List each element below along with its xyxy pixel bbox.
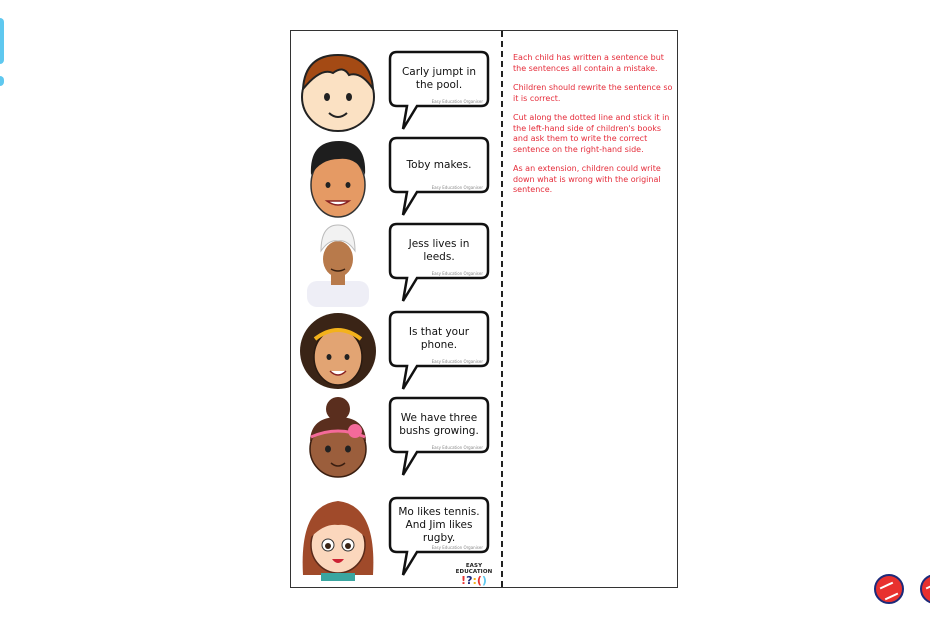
man-face-icon bbox=[297, 135, 379, 221]
instruction-1: Each child has written a sentence but the sentences all contain a mistake. bbox=[513, 53, 664, 73]
boy-face-icon bbox=[297, 49, 379, 135]
sentence-text: Mo likes tennis. And Jim likes rugby. bbox=[398, 505, 480, 544]
sentence-text: Carly jumpt in the pool. bbox=[401, 66, 477, 91]
sentence-text: We have three bushs growing. bbox=[399, 412, 479, 437]
child-row-5 bbox=[297, 395, 492, 481]
girl-bun-hair-icon bbox=[297, 395, 379, 481]
bubble-watermark: Easy Education Organiser bbox=[431, 271, 483, 276]
bubble-watermark: Easy Education Organiser bbox=[431, 359, 483, 364]
child-row-4 bbox=[297, 309, 492, 395]
worksheet-page bbox=[290, 30, 678, 588]
instruction-2: Children should rewrite the sentence so it is correct. bbox=[513, 83, 673, 103]
annotate-pen-icon-2[interactable] bbox=[920, 574, 930, 604]
turban-person-icon bbox=[297, 221, 379, 307]
sentence-text: Is that your phone. bbox=[408, 326, 470, 351]
bubble-watermark: Easy Education Organiser bbox=[431, 545, 483, 550]
child-row-2 bbox=[297, 135, 492, 221]
brand-glyphs: !?:() bbox=[461, 574, 487, 587]
speech-bubble bbox=[387, 135, 491, 221]
sentence-text: Jess lives in leeds. bbox=[408, 238, 470, 263]
bubble-watermark: Easy Education Organiser bbox=[431, 99, 483, 104]
logo-icon bbox=[449, 563, 499, 585]
instructions bbox=[513, 53, 673, 205]
speech-bubble bbox=[387, 49, 491, 135]
instruction-4: As an extension, children could write down what is wrong with the original sentence. bbox=[513, 164, 661, 194]
sentence-text: Toby makes. bbox=[406, 158, 472, 171]
cut-line bbox=[501, 31, 503, 587]
child-row-1 bbox=[297, 49, 492, 135]
instruction-3: Cut along the dotted line and stick it in the left-hand side of children's books and ask them to write the correct sentence on the right-hand side. bbox=[513, 113, 670, 154]
brand-name: EASY EDUCATION bbox=[455, 563, 493, 575]
speech-bubble bbox=[387, 221, 491, 307]
girl-curly-hair-icon bbox=[297, 309, 379, 395]
girl-brown-hair-icon bbox=[297, 495, 379, 581]
bubble-watermark: Easy Education Organiser bbox=[431, 185, 483, 190]
bubble-watermark: Easy Education Organiser bbox=[431, 445, 483, 450]
child-row-3 bbox=[297, 221, 492, 307]
speech-bubble bbox=[387, 309, 491, 395]
annotate-pen-icon[interactable] bbox=[874, 574, 904, 604]
exclamation-icon bbox=[0, 18, 6, 88]
speech-bubble bbox=[387, 395, 491, 481]
